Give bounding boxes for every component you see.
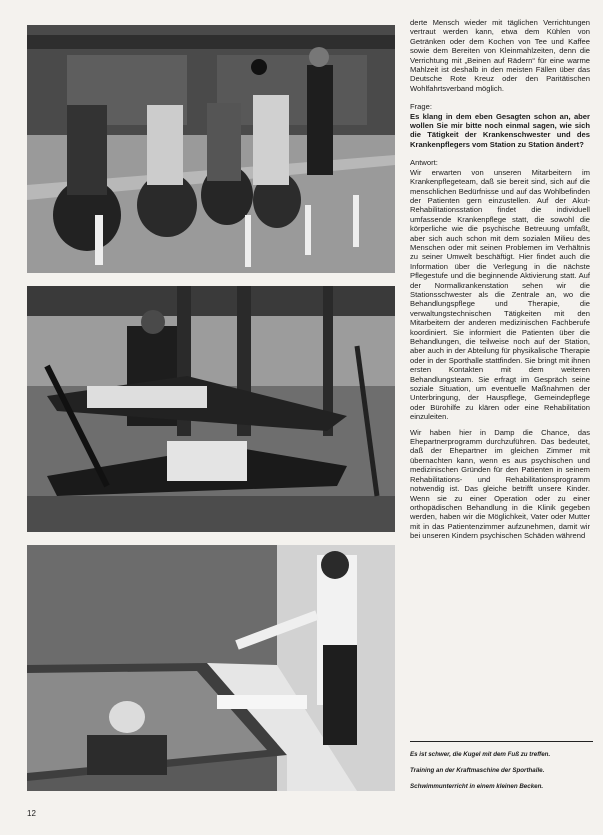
article-paragraph-2: Wir erwarten von unseren Mitarbeitern im Krankenpflegeteam, daß sie bereit sind, sich auf die menschlichen Bedürfnisse und auf das Wohlbefinden der Patienten gern einzustellen. Auf der Akut-Rehabilitationsstation findet die individuell umfassende Krankenpflege statt, die sowohl die körperliche wie die psychische Betreuung umfaßt, aber sich auch schon mit dem sozialen Milieu des Menschen oder mit seinen Problemen im Verhältnis zu seiner Umwelt beschäftigt. Hier findet auch die Information über die Verlegung in die nächste Pflegestufe und die beginnende Aktivierung statt. Auf der Normalkrankenstation sehen wir die Stationsschwester als die Zentrale an, wo die Behandlungspflege und Therapie, die verwaltungstechnischen Tätigkeiten mit den Mitarbeitern der anderen medizinischen Fachberufe koordiniert. Sie informiert die Patienten über die Behandlungen, die teilweise noch auf der Station, aber auch in der Abteilung für physikalische Therapie oder in der Sporthalle stattfinden. Sie bringt mit ihnen ersten Kontakten mit dem weiteren Behandlungsteam. Sie erfragt im Gespräch seine soziale Situation, um eventuelle Maßnahmen der Unterbringung, der Hauspflege, Gemeindepflege oder Bürohilfe zu klären oder eine Rehabilitation einzuleiten.	[410, 167, 590, 422]
photo-swimming-lesson-pool	[27, 545, 395, 791]
article-paragraph-3: Wir haben hier in Damp die Chance, das Ehepartnerprogramm durchzuführen. Das bedeutet, daß der Ehepartner im gleichen Zimmer mit übernachten kann, wenn es aus psychischen und medizinischen Gründen für den Patienten in seinem Rehabilitations- und Rehabilitationsprogramm notwendig ist. Das gleiche betrifft unsere Kinder. Wenn sie zu einer Operation oder zu einer orthopädischen Behandlung in die Klinik gegeben werden, haben wir die Möglichkeit, Vater oder Mutter mit in das Patientenzimmer aufzunehmen, damit wir bei unseren Kindern psychischen Schäden während	[410, 427, 590, 541]
caption-photo-1: Es ist schwer, die Kugel mit dem Fuß zu treffen.	[410, 751, 551, 758]
caption-photo-2: Training an der Kraftmaschine der Sporthalle.	[410, 767, 545, 774]
caption-photo-3: Schwimmunterricht in einem kleinen Becken.	[410, 783, 544, 790]
article-paragraph-1: derte Mensch wieder mit täglichen Verrichtungen vertraut werden kann, etwa dem Kühlen von Getränken oder dem Kochen von Tee und Kaffee sowie dem Bereiten von Kleinmahlzeiten, denn die Verrichtung mit „Beinen auf Rädern“ für eine warme Mahlzeit ist deshalb in den meisten Fällen über das Deutsche Rote Kreuz oder den Paritätischen Wohlfahrtsverband möglich.	[410, 18, 590, 93]
photo-captions	[410, 741, 593, 790]
photo-strength-machine-training	[27, 286, 395, 532]
question-label: Frage:	[410, 102, 432, 112]
question-text: Es klang in dem eben Gesagten schon an, aber wollen Sie mir bitte noch einmal sagen, wie sich die Tätigkeit der Krankenschwester und des Krankenpflegers vom Station zu Station ändert?	[410, 111, 590, 149]
answer-label: Antwort:	[410, 158, 438, 168]
article-text-column	[410, 18, 590, 541]
photo-wheelchair-sports-hall	[27, 25, 395, 273]
page-number: 12	[27, 809, 36, 818]
